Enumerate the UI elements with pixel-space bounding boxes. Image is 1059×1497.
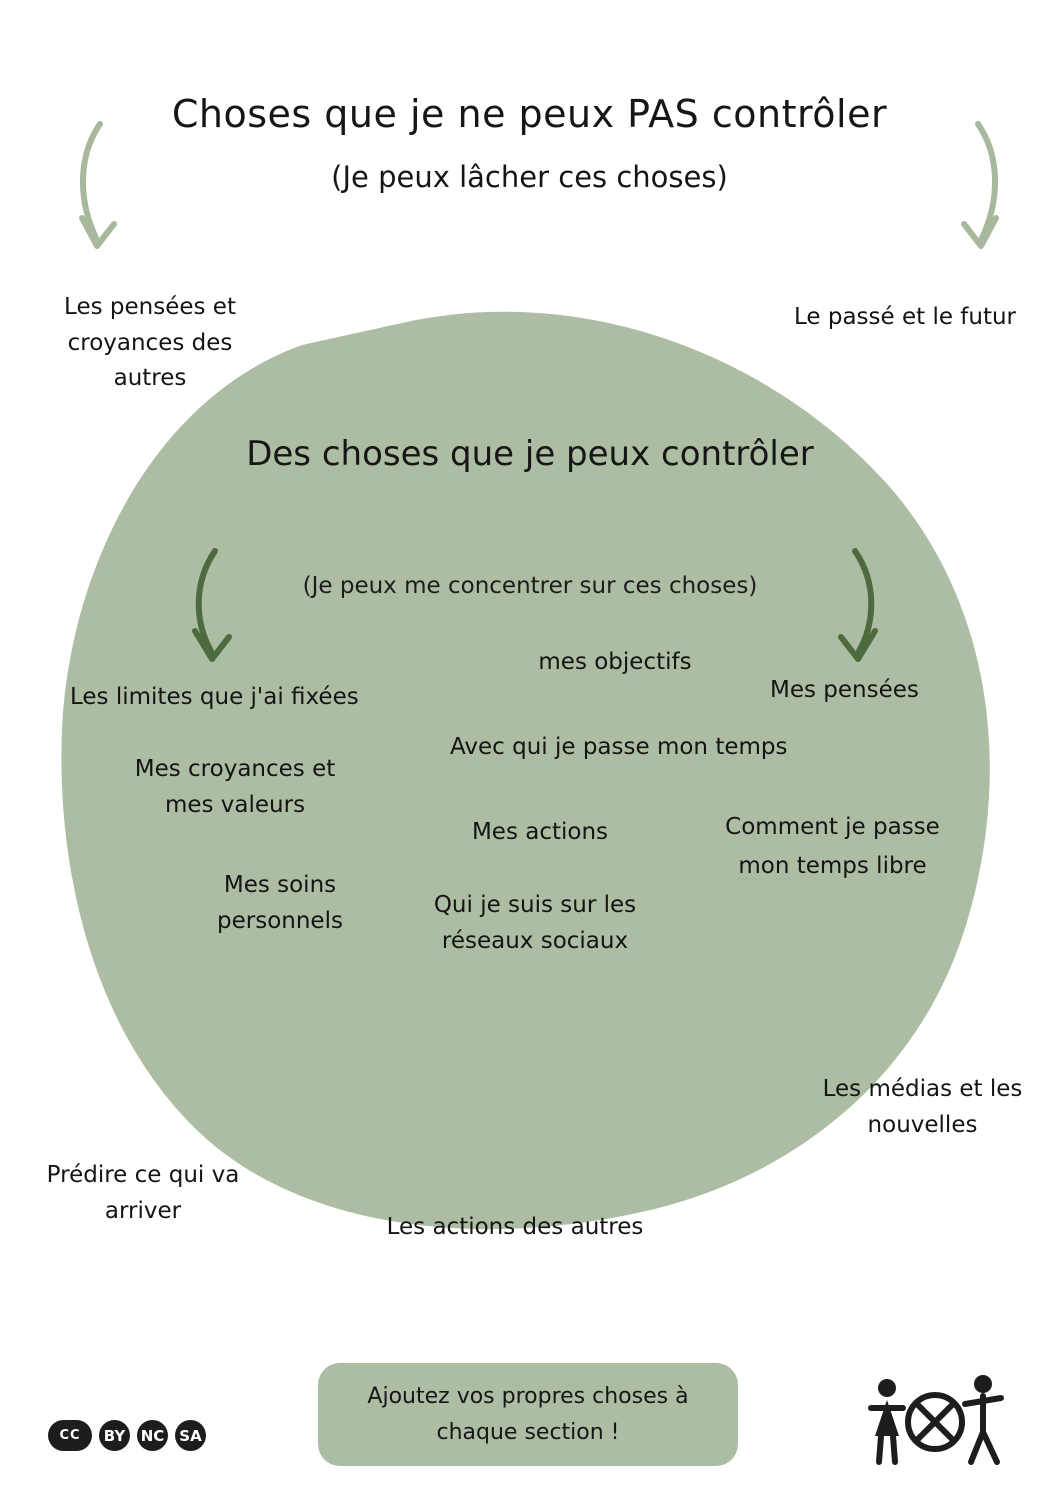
uncontrollable-item-predicting: Prédire ce qui va arriver [46,1162,240,1224]
uncontrollable-item-others-thoughts: Les pensées et croyances des autres [64,294,236,392]
add-your-own-note-text: Ajoutez vos propres choses à chaque section ! [367,1384,689,1445]
arrow-down-left-icon [70,118,160,263]
page-subtitle: (Je peux lâcher ces choses) [331,160,728,194]
controllable-item-actions: Mes actions [471,819,609,845]
inner-title: Des choses que je peux contrôler [246,434,814,474]
arrow-down-right-inner-icon [815,545,890,670]
controllable-item-boundaries: Les limites que j'ai fixées [70,684,359,710]
controllable-item-goals: mes objectifs [538,649,692,675]
arrow-down-right-icon [920,118,1010,263]
cc-by-icon: BY [99,1420,130,1451]
controllable-item-thoughts: Mes pensées [770,677,919,703]
controllable-item-self-care: Mes soins personnels [217,872,343,934]
cc-nc-icon: NC [137,1420,168,1451]
cc-sa-icon: SA [175,1420,206,1451]
uncontrollable-item-past-future: Le passé et le futur [793,304,1017,330]
uncontrollable-item-others-actions: Les actions des autres [386,1214,644,1240]
controllable-item-free-time: Comment je passe mon temps libre [725,814,940,880]
controllable-item-who-i-spend-time-with: Avec qui je passe mon temps [450,734,788,760]
add-your-own-note [318,1363,738,1466]
inner-subtitle: (Je peux me concentrer sur ces choses) [302,573,758,599]
controllable-item-beliefs-values: Mes croyances et mes valeurs [134,756,336,818]
people-icon [865,1370,1005,1475]
controllable-item-social-media: Qui je suis sur les réseaux sociaux [433,892,637,954]
uncontrollable-item-media-news: Les médias et les nouvelles [822,1076,1023,1138]
cc-icon: CC [48,1420,92,1451]
arrow-down-left-inner-icon [185,545,260,670]
creative-commons-badges [48,1420,206,1451]
page-title: Choses que je ne peux PAS contrôler [171,92,888,136]
